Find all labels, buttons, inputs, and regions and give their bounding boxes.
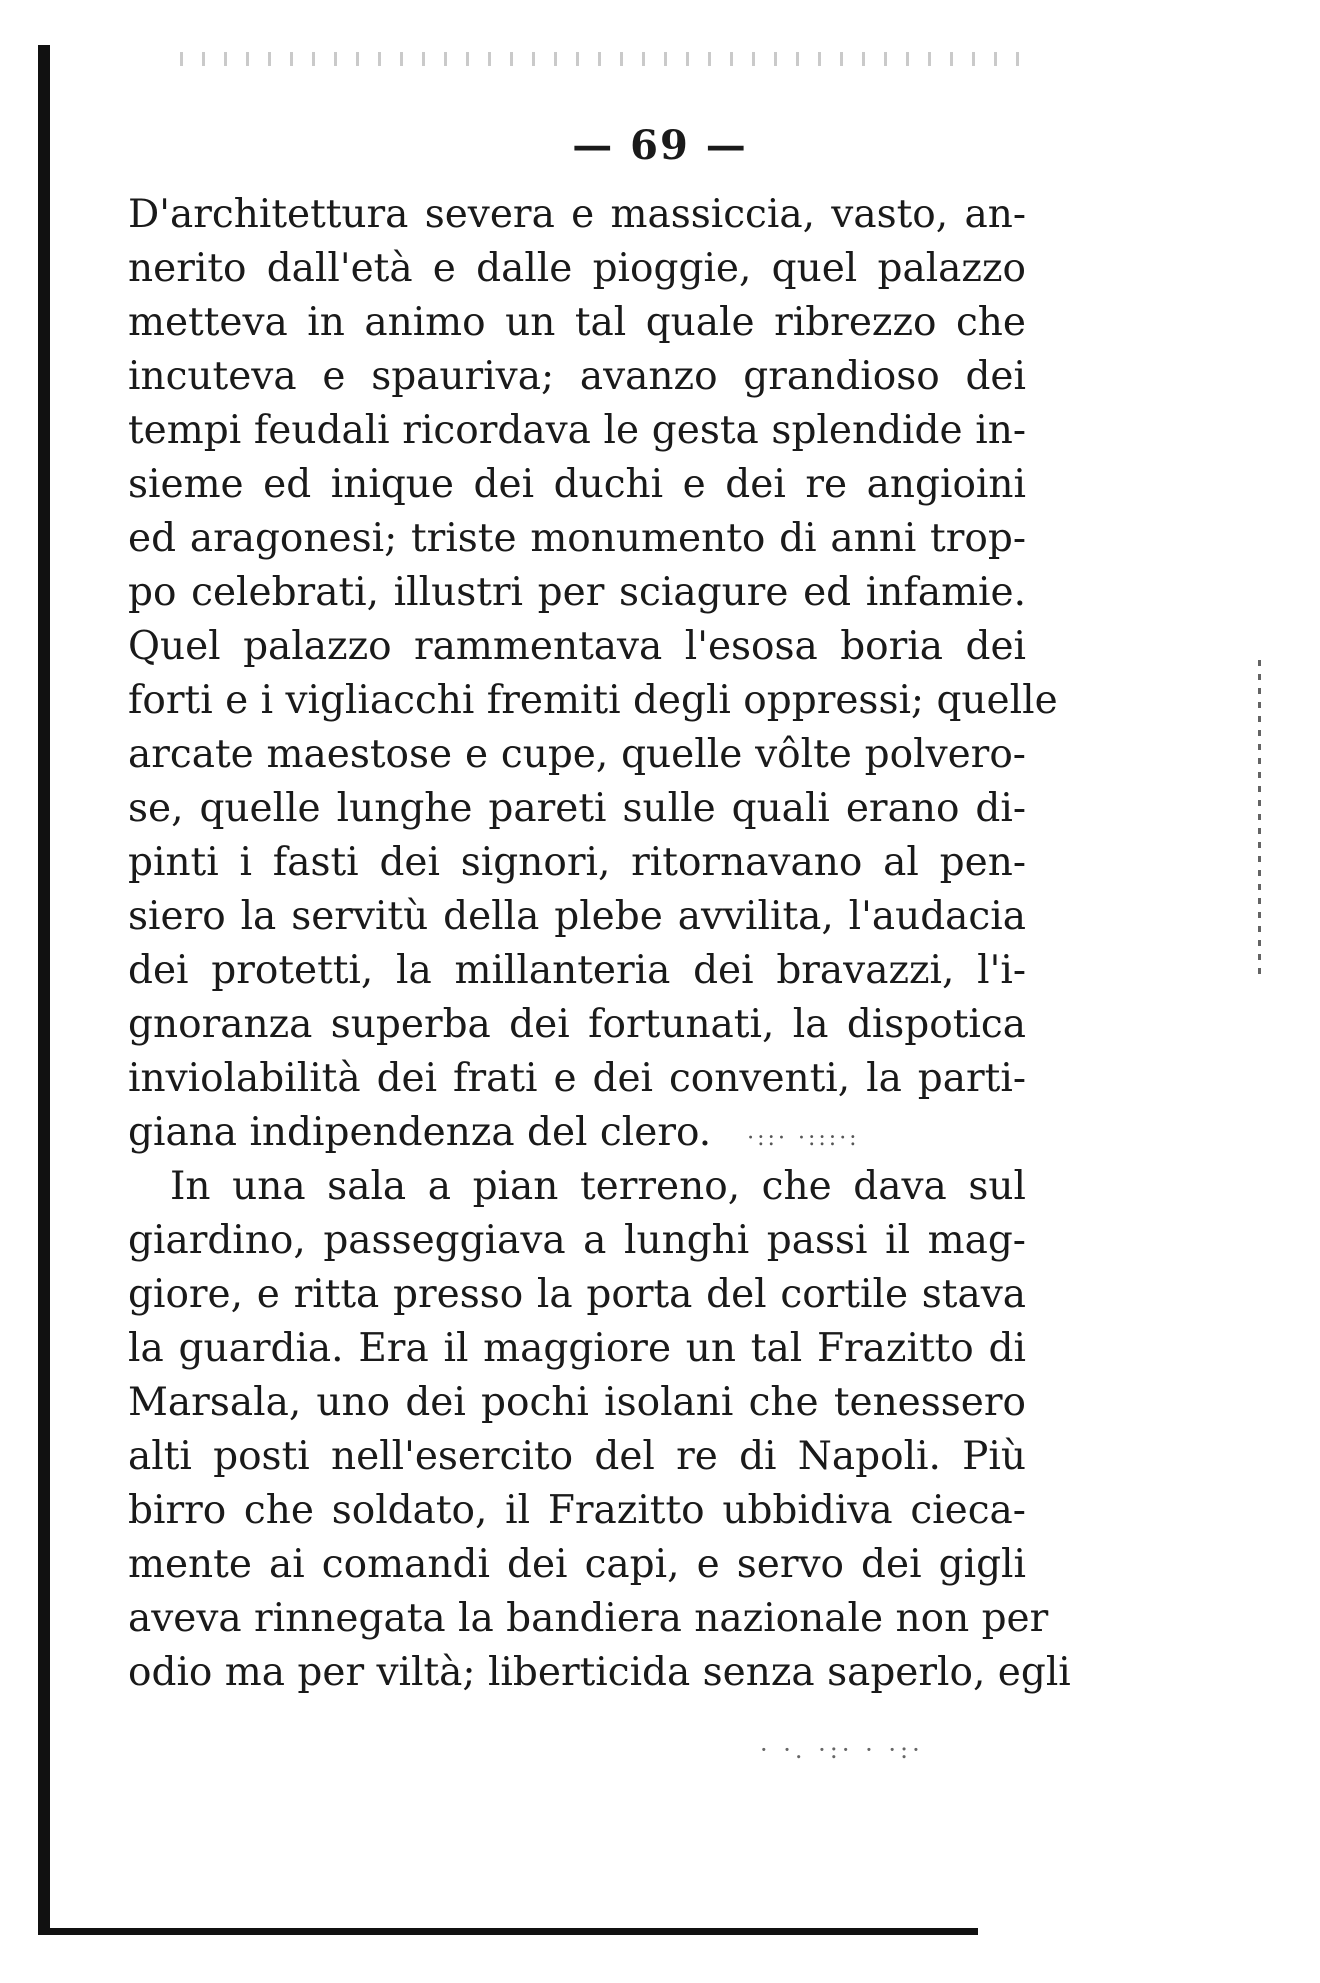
text-line: incuteva e spauriva; avanzo grandioso dei bbox=[128, 354, 1026, 399]
text-line: In una sala a pian terreno, che dava sul bbox=[170, 1164, 1026, 1209]
text-line: ed aragonesi; triste monumento di anni trop- bbox=[128, 516, 1026, 561]
text-line: dei protetti, la millanteria dei bravazzi, l'i- bbox=[128, 948, 1026, 993]
text-line: arcate maestose e cupe, quelle vôlte polvero- bbox=[128, 732, 1026, 777]
text-line: sieme ed inique dei duchi e dei re angioini bbox=[128, 462, 1026, 507]
text-line: tempi feudali ricordava le gesta splendide in- bbox=[128, 408, 1026, 453]
text-line: la guardia. Era il maggiore un tal Frazitto di bbox=[128, 1326, 1026, 1371]
scan-bottom-border bbox=[38, 1928, 978, 1935]
text-line: forti e i vigliacchi fremiti degli oppressi; quelle bbox=[128, 678, 1058, 723]
scan-left-border bbox=[38, 45, 50, 1935]
text-line: nerito dall'età e dalle pioggie, quel palazzo bbox=[128, 246, 1026, 291]
text-line: giana indipendenza del clero. bbox=[128, 1110, 712, 1155]
scan-bleed-through: · ·. ·:· · ·:· bbox=[760, 1736, 924, 1764]
text-line: giardino, passeggiava a lunghi passi il mag- bbox=[128, 1218, 1026, 1263]
text-line: Marsala, uno dei pochi isolani che tenessero bbox=[128, 1380, 1026, 1425]
text-line: giore, e ritta presso la porta del cortile stava bbox=[128, 1272, 1026, 1317]
text-line: alti posti nell'esercito del re di Napoli. Più bbox=[128, 1434, 1026, 1479]
page-number: — 69 — bbox=[572, 122, 748, 169]
scan-noise: ·::· ·:::·: bbox=[747, 1126, 860, 1151]
text-line: aveva rinnegata la bandiera nazionale non per bbox=[128, 1596, 1049, 1641]
scan-right-edge-marks bbox=[1258, 660, 1261, 980]
text-line: inviolabilità dei frati e dei conventi, la parti- bbox=[128, 1056, 1026, 1101]
text-line: gnoranza superba dei fortunati, la dispotica bbox=[128, 1002, 1026, 1047]
text-line: pinti i fasti dei signori, ritornavano al pen- bbox=[128, 840, 1026, 885]
text-line: mente ai comandi dei capi, e servo dei gigli bbox=[128, 1542, 1026, 1587]
text-line: birro che soldato, il Frazitto ubbidiva cieca- bbox=[128, 1488, 1026, 1533]
text-line: metteva in animo un tal quale ribrezzo che bbox=[128, 300, 1026, 345]
scan-top-specks bbox=[180, 52, 1030, 66]
text-line: Quel palazzo rammentava l'esosa boria dei bbox=[128, 624, 1026, 669]
text-line: D'architettura severa e massiccia, vasto, an- bbox=[128, 192, 1026, 237]
text-line: po celebrati, illustri per sciagure ed infamie. bbox=[128, 570, 1026, 615]
body-text bbox=[128, 188, 1071, 1700]
text-line: siero la servitù della plebe avvilita, l'audacia bbox=[128, 894, 1026, 939]
paragraph-end-line bbox=[128, 1106, 1026, 1160]
text-line: odio ma per viltà; liberticida senza saperlo, egli bbox=[128, 1650, 1071, 1695]
text-line: se, quelle lunghe pareti sulle quali erano di- bbox=[128, 786, 1026, 831]
